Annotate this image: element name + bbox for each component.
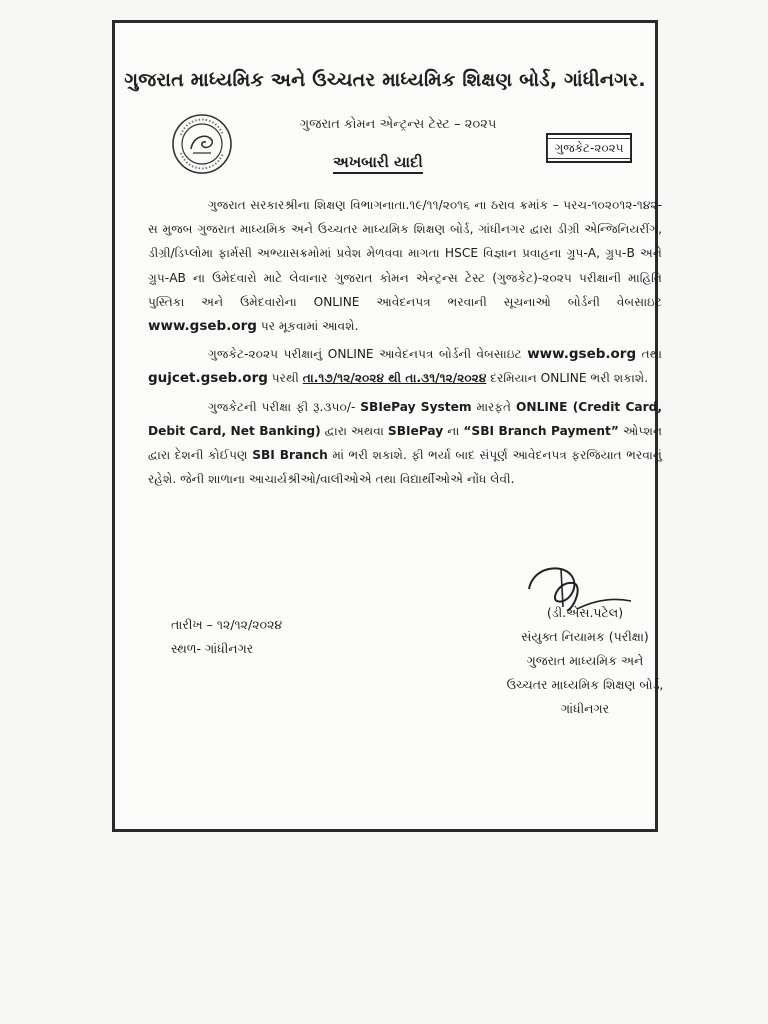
signatory-title: સંયુક્ત નિયામક (પરીક્ષા) (521, 629, 649, 644)
website-link: gujcet.gseb.org (148, 370, 268, 387)
press-release-title: અખબારી યાદી (333, 153, 423, 174)
org-line-1: ગુજરાત માધ્યમિક અને (526, 653, 644, 668)
website-link: www.gseb.org (148, 318, 257, 335)
exam-subtitle: ગુજરાત કોમન એન્ટ્રન્સ ટેસ્ટ – ૨૦૨૫ (299, 117, 497, 132)
website-link: www.gseb.org (527, 346, 637, 363)
place-line: સ્થળ- ગાંધીનગર (171, 641, 254, 656)
signatory-name: (ડી.એસ.પટેલ) (546, 605, 624, 620)
org-line-2: ઉચ્ચતર માધ્યમિક શિક્ષણ બોર્ડ, (506, 677, 664, 692)
exam-tag-box (546, 133, 632, 163)
document-frame (112, 20, 664, 832)
paragraph-1: ગુજરાત સરકારશ્રીના શિક્ષણ વિભાગનાતા.૧૯/૧૧/૨૦૧૬ ના ઠરાવ ક્રમાંક – પરચ-૧૦૨૦૧૨-૧૪૨-સ મુજબ ગુજરાત માધ્યમિક અને ઉચ્ચતર માધ્યમિક શિક્ષણ બોર્ડ, ગાંધીનગર દ્વારા ડીગ્રી એન્જિનિયરીંગ, ડીગ્રી/ડિપ્લોમા ફાર્મસી અભ્યાસક્રમોમાં પ્રવેશ મેળવવા માગતા HSCE વિજ્ઞાન પ્રવાહના ગ્રુપ-A, ગ્રુપ-B અને ગ્રુપ-AB ના ઉમેદવારો માટે લેવાનાર ગુજરાત કોમન એન્ટ્રન્સ ટેસ્ટ (ગુજકેટ)-૨૦૨૫ પરીક્ષાની માહિતિ પુસ્તિકા અને ઉમેદવારોના ONLINE આવેદનપત્ર ભરવાની સૂચનાઓ બોર્ડની વેબસાઇટ www.gseb.org પર મૂકવામાં આવશે. (148, 198, 662, 335)
org-line-3: ગાંધીનગર (560, 701, 610, 716)
paragraph-3: ગુજકેટની પરીક્ષા ફી રૂ.૩૫૦/- SBIePay System મારફતે ONLINE (Credit Card, Debit Card, Net Banking) દ્વારા અથવા SBIePay ના “SBI Branch Payment” ઓપ્શન દ્વારા દેશની કોઈપણ SBI Branch માં ભરી શકાશે. ફી ભર્યા બાદ સંપૂર્ણ આવેદનપત્ર ફરજિયાત ભરવાનું રહેશે. જેની શાળાના આચાર્યશ્રીઓ/વાલીઓએ તથા વિદ્યાર્થીઓએ નોંધ લેવી. (148, 399, 663, 487)
paragraph-2: ગુજકેટ-૨૦૨૫ પરીક્ષાનું ONLINE આવેદનપત્ર બોર્ડની વેબસાઇટ www.gseb.org તથા gujcet.gseb.org પરથી તા.૧૭/૧૨/૨૦૨૪ થી તા.૩૧/૧૨/૨૦૨૪ દરમિયાન ONLINE ભરી શકાશે. (148, 346, 663, 387)
date-line: તારીખ – ૧૨/૧૨/૨૦૨૪ (171, 617, 283, 632)
board-seal-logo (171, 113, 233, 175)
board-title: ગુજરાત માધ્યમિક અને ઉચ્ચતર માધ્યમિક શિક્ષણ બોર્ડ, ગાંધીનગર. (124, 69, 646, 91)
signatory-block (495, 601, 675, 721)
application-dates: તા.૧૭/૧૨/૨૦૨૪ થી તા.૩૧/૧૨/૨૦૨૪ (302, 371, 487, 386)
exam-tag-label: ગુજકેટ-૨૦૨૫ (547, 138, 630, 159)
date-place-block (171, 613, 282, 661)
press-release-body (148, 193, 662, 495)
